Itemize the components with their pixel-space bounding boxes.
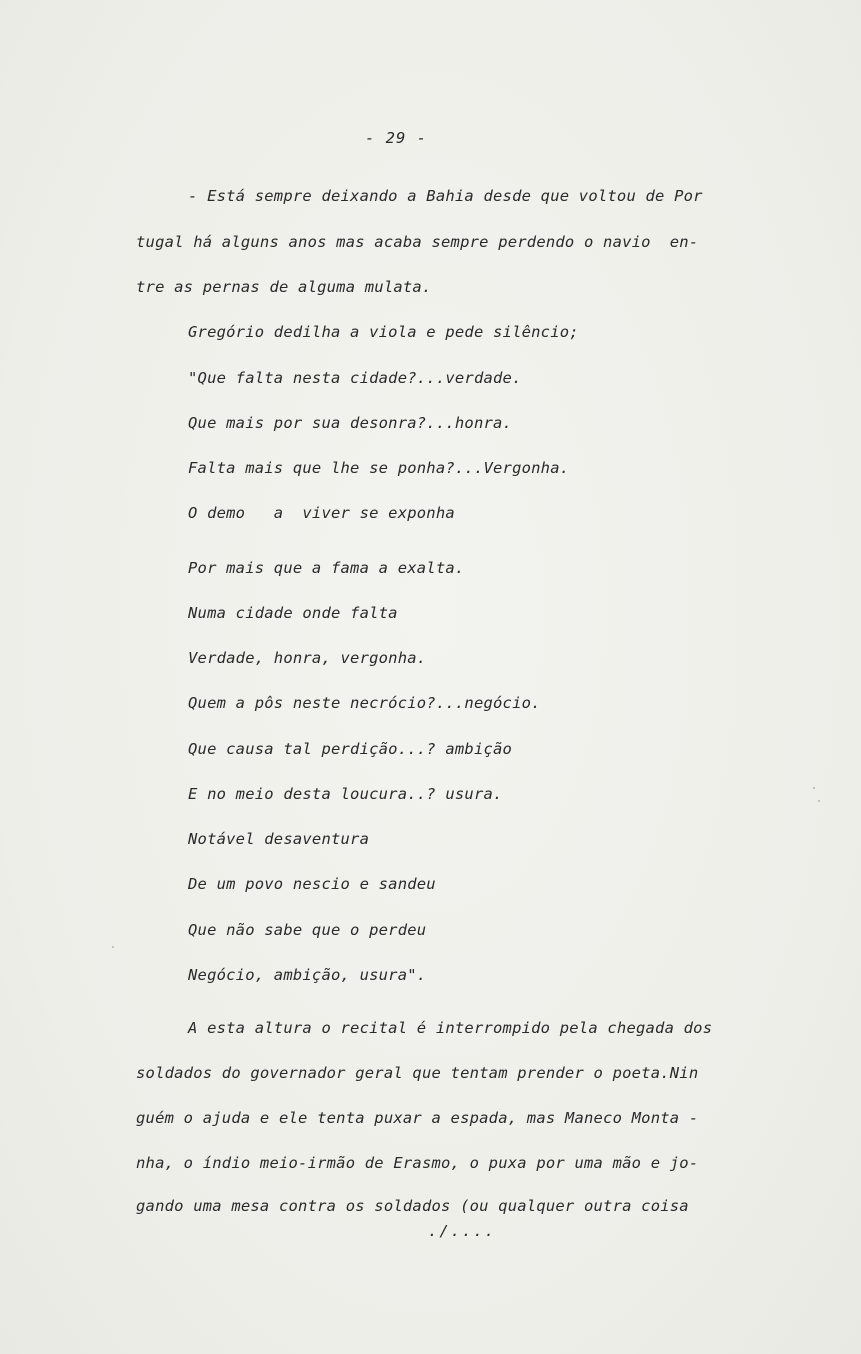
poem-line-10: E no meio desta loucura..? usura.	[188, 785, 503, 803]
narration-line-4: nha, o índio meio-irmão de Erasmo, o puxa por uma mão e jo-	[136, 1154, 699, 1172]
poem-line-1: "Que falta nesta cidade?...verdade.	[188, 369, 522, 387]
stage-direction-line: Gregório dedilha a viola e pede silêncio;	[188, 323, 579, 341]
poem-line-9: Que causa tal perdição...? ambição	[188, 740, 513, 758]
dialogue-line-3: tre as pernas de alguma mulata.	[136, 278, 432, 296]
paper-speck	[813, 787, 815, 789]
poem-line-7: Verdade, honra, vergonha.	[188, 649, 427, 667]
poem-line-14: Negócio, ambição, usura".	[188, 966, 427, 984]
narration-line-1: A esta altura o recital é interrompido pela chegada dos	[188, 1019, 713, 1037]
dialogue-line-2: tugal há alguns anos mas acaba sempre perdendo o navio en-	[136, 233, 699, 251]
poem-line-5: Por mais que a fama a exalta.	[188, 559, 465, 577]
paper-speck	[818, 800, 820, 802]
poem-line-2: Que mais por sua desonra?...honra.	[188, 414, 513, 432]
poem-line-11: Notável desaventura	[188, 830, 370, 848]
continuation-mark: ./....	[428, 1222, 496, 1240]
narration-line-3: guém o ajuda e ele tenta puxar a espada, mas Maneco Monta -	[136, 1109, 699, 1127]
poem-line-6: Numa cidade onde falta	[188, 604, 398, 622]
dialogue-line-1: - Está sempre deixando a Bahia desde que voltou de Por	[188, 187, 703, 205]
poem-line-3: Falta mais que lhe se ponha?...Vergonha.	[188, 459, 570, 477]
poem-line-4: O demo a viver se exponha	[188, 504, 455, 522]
poem-line-13: Que não sabe que o perdeu	[188, 921, 427, 939]
narration-line-2: soldados do governador geral que tentam prender o poeta.Nin	[136, 1064, 699, 1082]
narration-line-5: gando uma mesa contra os soldados (ou qualquer outra coisa	[136, 1197, 689, 1215]
poem-line-8: Quem a pôs neste necrócio?...negócio.	[188, 694, 541, 712]
poem-line-12: De um povo nescio e sandeu	[188, 875, 436, 893]
page-number: - 29 -	[365, 129, 427, 147]
paper-speck	[112, 946, 114, 948]
